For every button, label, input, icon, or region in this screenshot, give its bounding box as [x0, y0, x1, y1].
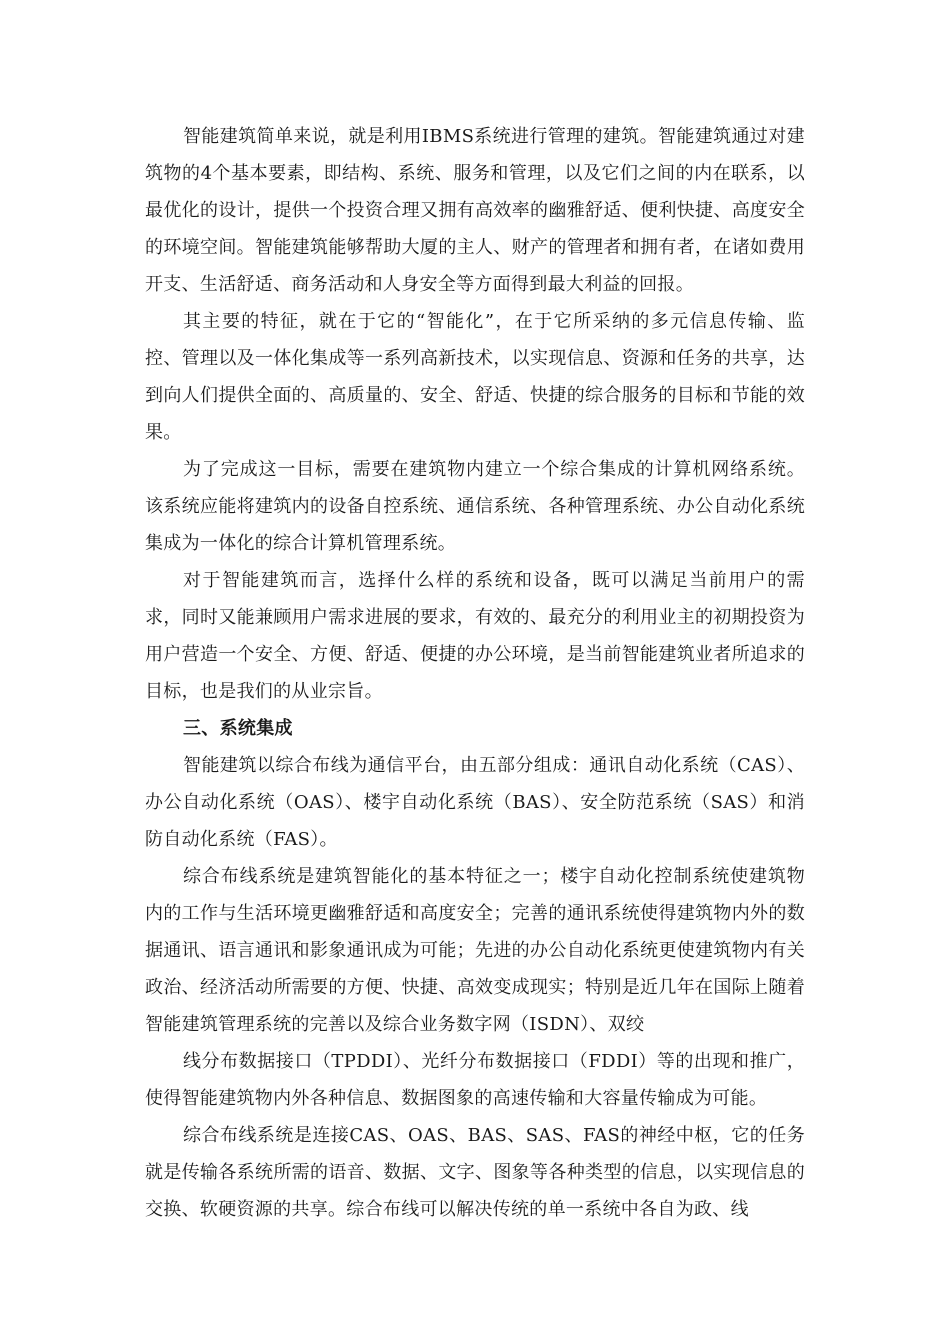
document-body [145, 118, 805, 1228]
paragraph-purpose: 对于智能建筑而言，选择什么样的系统和设备，既可以满足当前用户的需求，同时又能兼顾用户需求进展的要求，有效的、最充分的利用业主的初期投资为用户营造一个安全、方便、舒适、便捷的办公环境，是当前智能建筑业者所追求的目标，也是我们的从业宗旨。 [145, 570, 805, 702]
section-heading: 三、系统集成 [183, 718, 293, 739]
paragraph-interfaces: 线分布数据接口（TPDDI）、光纤分布数据接口（FDDI）等的出现和推广，使得智能建筑物内外各种信息、数据图象的高速传输和大容量传输成为可能。 [145, 1051, 805, 1109]
paragraph-features: 其主要的特征，就在于它的“智能化”，在于它所采纳的多元信息传输、监控、管理以及一体化集成等一系列高新技术，以实现信息、资源和任务的共享，达到向人们提供全面的、高质量的、安全、舒适、快捷的综合服务的目标和节能的效果。 [145, 311, 805, 443]
paragraph-goal: 为了完成这一目标，需要在建筑物内建立一个综合集成的计算机网络系统。该系统应能将建筑内的设备自控系统、通信系统、各种管理系统、办公自动化系统集成为一体化的综合计算机管理系统。 [145, 459, 805, 554]
paragraph-nerve-center: 综合布线系统是连接CAS、OAS、BAS、SAS、FAS的神经中枢，它的任务就是传输各系统所需的语音、数据、文字、图象等各种类型的信息，以实现信息的交换、软硬资源的共享。综合布线可以解决传统的单一系统中各自为政、线 [145, 1125, 805, 1220]
paragraph-cabling-feature: 综合布线系统是建筑智能化的基本特征之一；楼宇自动化控制系统使建筑物内的工作与生活环境更幽雅舒适和高度安全；完善的通讯系统使得建筑物内外的数据通讯、语言通讯和影象通讯成为可能；先进的办公自动化系统更使建筑物内有关政治、经济活动所需要的方便、快捷、高效变成现实；特别是近几年在国际上随着智能建筑管理系统的完善以及综合业务数字网（ISDN）、双绞 [145, 866, 805, 1035]
paragraph-intro: 智能建筑简单来说，就是利用IBMS系统进行管理的建筑。智能建筑通过对建筑物的4个基本要素，即结构、系统、服务和管理，以及它们之间的内在联系，以最优化的设计，提供一个投资合理又拥有高效率的幽雅舒适、便利快捷、高度安全的环境空间。智能建筑能够帮助大厦的主人、财产的管理者和拥有者，在诸如费用开支、生活舒适、商务活动和人身安全等方面得到最大利益的回报。 [145, 126, 805, 295]
paragraph-five-systems: 智能建筑以综合布线为通信平台，由五部分组成：通讯自动化系统（CAS）、办公自动化系统（OAS）、楼宇自动化系统（BAS）、安全防范系统（SAS）和消防自动化系统（FAS）。 [145, 755, 805, 850]
